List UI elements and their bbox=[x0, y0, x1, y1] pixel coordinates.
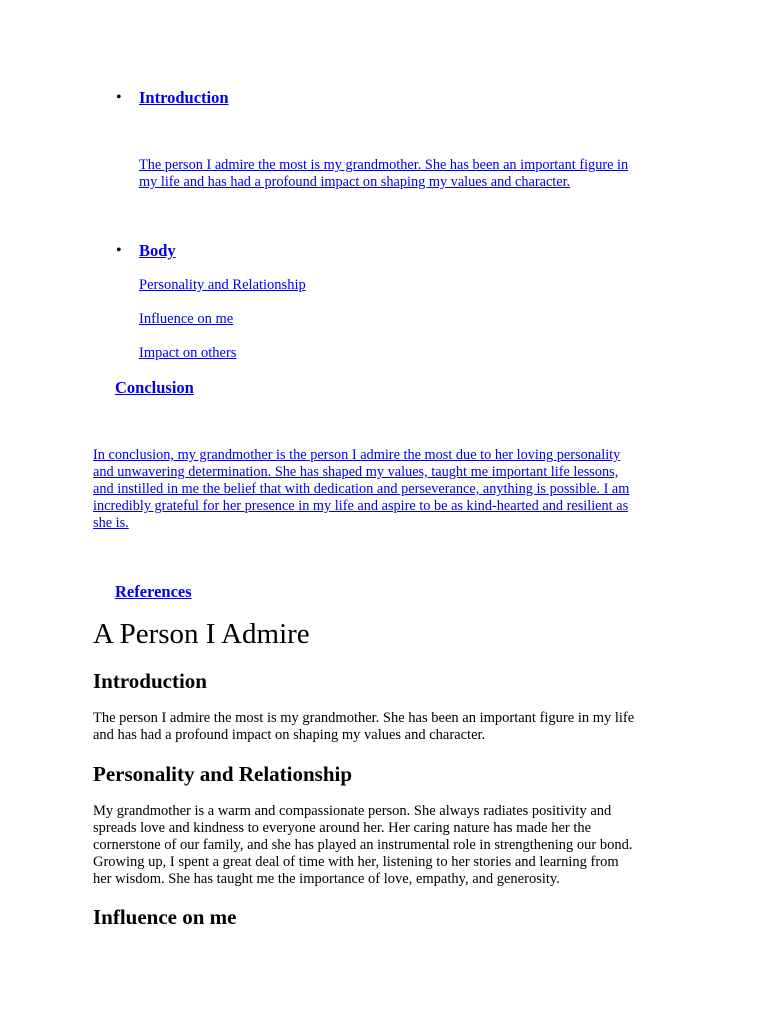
toc-link-impact-on-others[interactable]: Impact on others bbox=[139, 345, 237, 361]
paragraph-line: her wisdom. She has taught me the importance of love, empathy, and generosity. bbox=[93, 871, 560, 887]
toc-conclusion-line: In conclusion, my grandmother is the person I admire the most due to her loving personality bbox=[93, 447, 621, 463]
section-heading-introduction: Introduction bbox=[93, 669, 207, 693]
paragraph-line: spreads love and kindness to everyone around her. Her caring nature has made her the bbox=[93, 820, 592, 836]
section-heading-personality-and-relationship: Personality and Relationship bbox=[93, 762, 353, 786]
paragraph-line: and has had a profound impact on shaping my values and character. bbox=[93, 727, 486, 743]
paragraph-line: cornerstone of our family, and she has played an instrumental role in strengthening our bond. bbox=[93, 837, 633, 853]
bullet-icon: • bbox=[116, 242, 122, 259]
section-paragraph-personality-and-relationship bbox=[93, 803, 632, 888]
toc-link-introduction[interactable]: Introduction bbox=[139, 88, 229, 107]
section-paragraph-introduction bbox=[93, 710, 634, 744]
toc-conclusion-line: and instilled in me the belief that with dedication and perseverance, anything is possible. I am bbox=[93, 481, 630, 497]
toc-introduction-summary-link[interactable] bbox=[139, 157, 628, 191]
toc-link-references[interactable]: References bbox=[115, 582, 192, 601]
paragraph-line: My grandmother is a warm and compassionate person. She always radiates positivity and bbox=[93, 803, 612, 819]
toc-conclusion-line: and unwavering determination. She has shaped my values, taught me important life lessons, bbox=[93, 464, 619, 480]
toc-link-personality-and-relationship[interactable]: Personality and Relationship bbox=[139, 277, 306, 293]
toc-link-influence-on-me[interactable]: Influence on me bbox=[139, 311, 234, 327]
article-title: A Person I Admire bbox=[93, 618, 310, 650]
paragraph-line: Growing up, I spent a great deal of time with her, listening to her stories and learning from bbox=[93, 854, 619, 870]
paragraph-line: The person I admire the most is my grandmother. She has been an important figure in my life bbox=[93, 710, 635, 726]
toc-conclusion-line: she is. bbox=[93, 515, 129, 531]
toc-introduction-line: my life and has had a profound impact on shaping my values and character. bbox=[139, 174, 571, 190]
toc-introduction-line: The person I admire the most is my grandmother. She has been an important figure in bbox=[139, 157, 629, 173]
section-heading-influence-on-me: Influence on me bbox=[93, 905, 237, 929]
toc-link-conclusion[interactable]: Conclusion bbox=[115, 378, 194, 397]
toc-link-body[interactable]: Body bbox=[139, 241, 176, 260]
bullet-icon: • bbox=[116, 89, 122, 106]
toc-conclusion-line: incredibly grateful for her presence in my life and aspire to be as kind-hearted and resilient as bbox=[93, 498, 629, 514]
toc-conclusion-summary-link[interactable] bbox=[93, 447, 629, 532]
